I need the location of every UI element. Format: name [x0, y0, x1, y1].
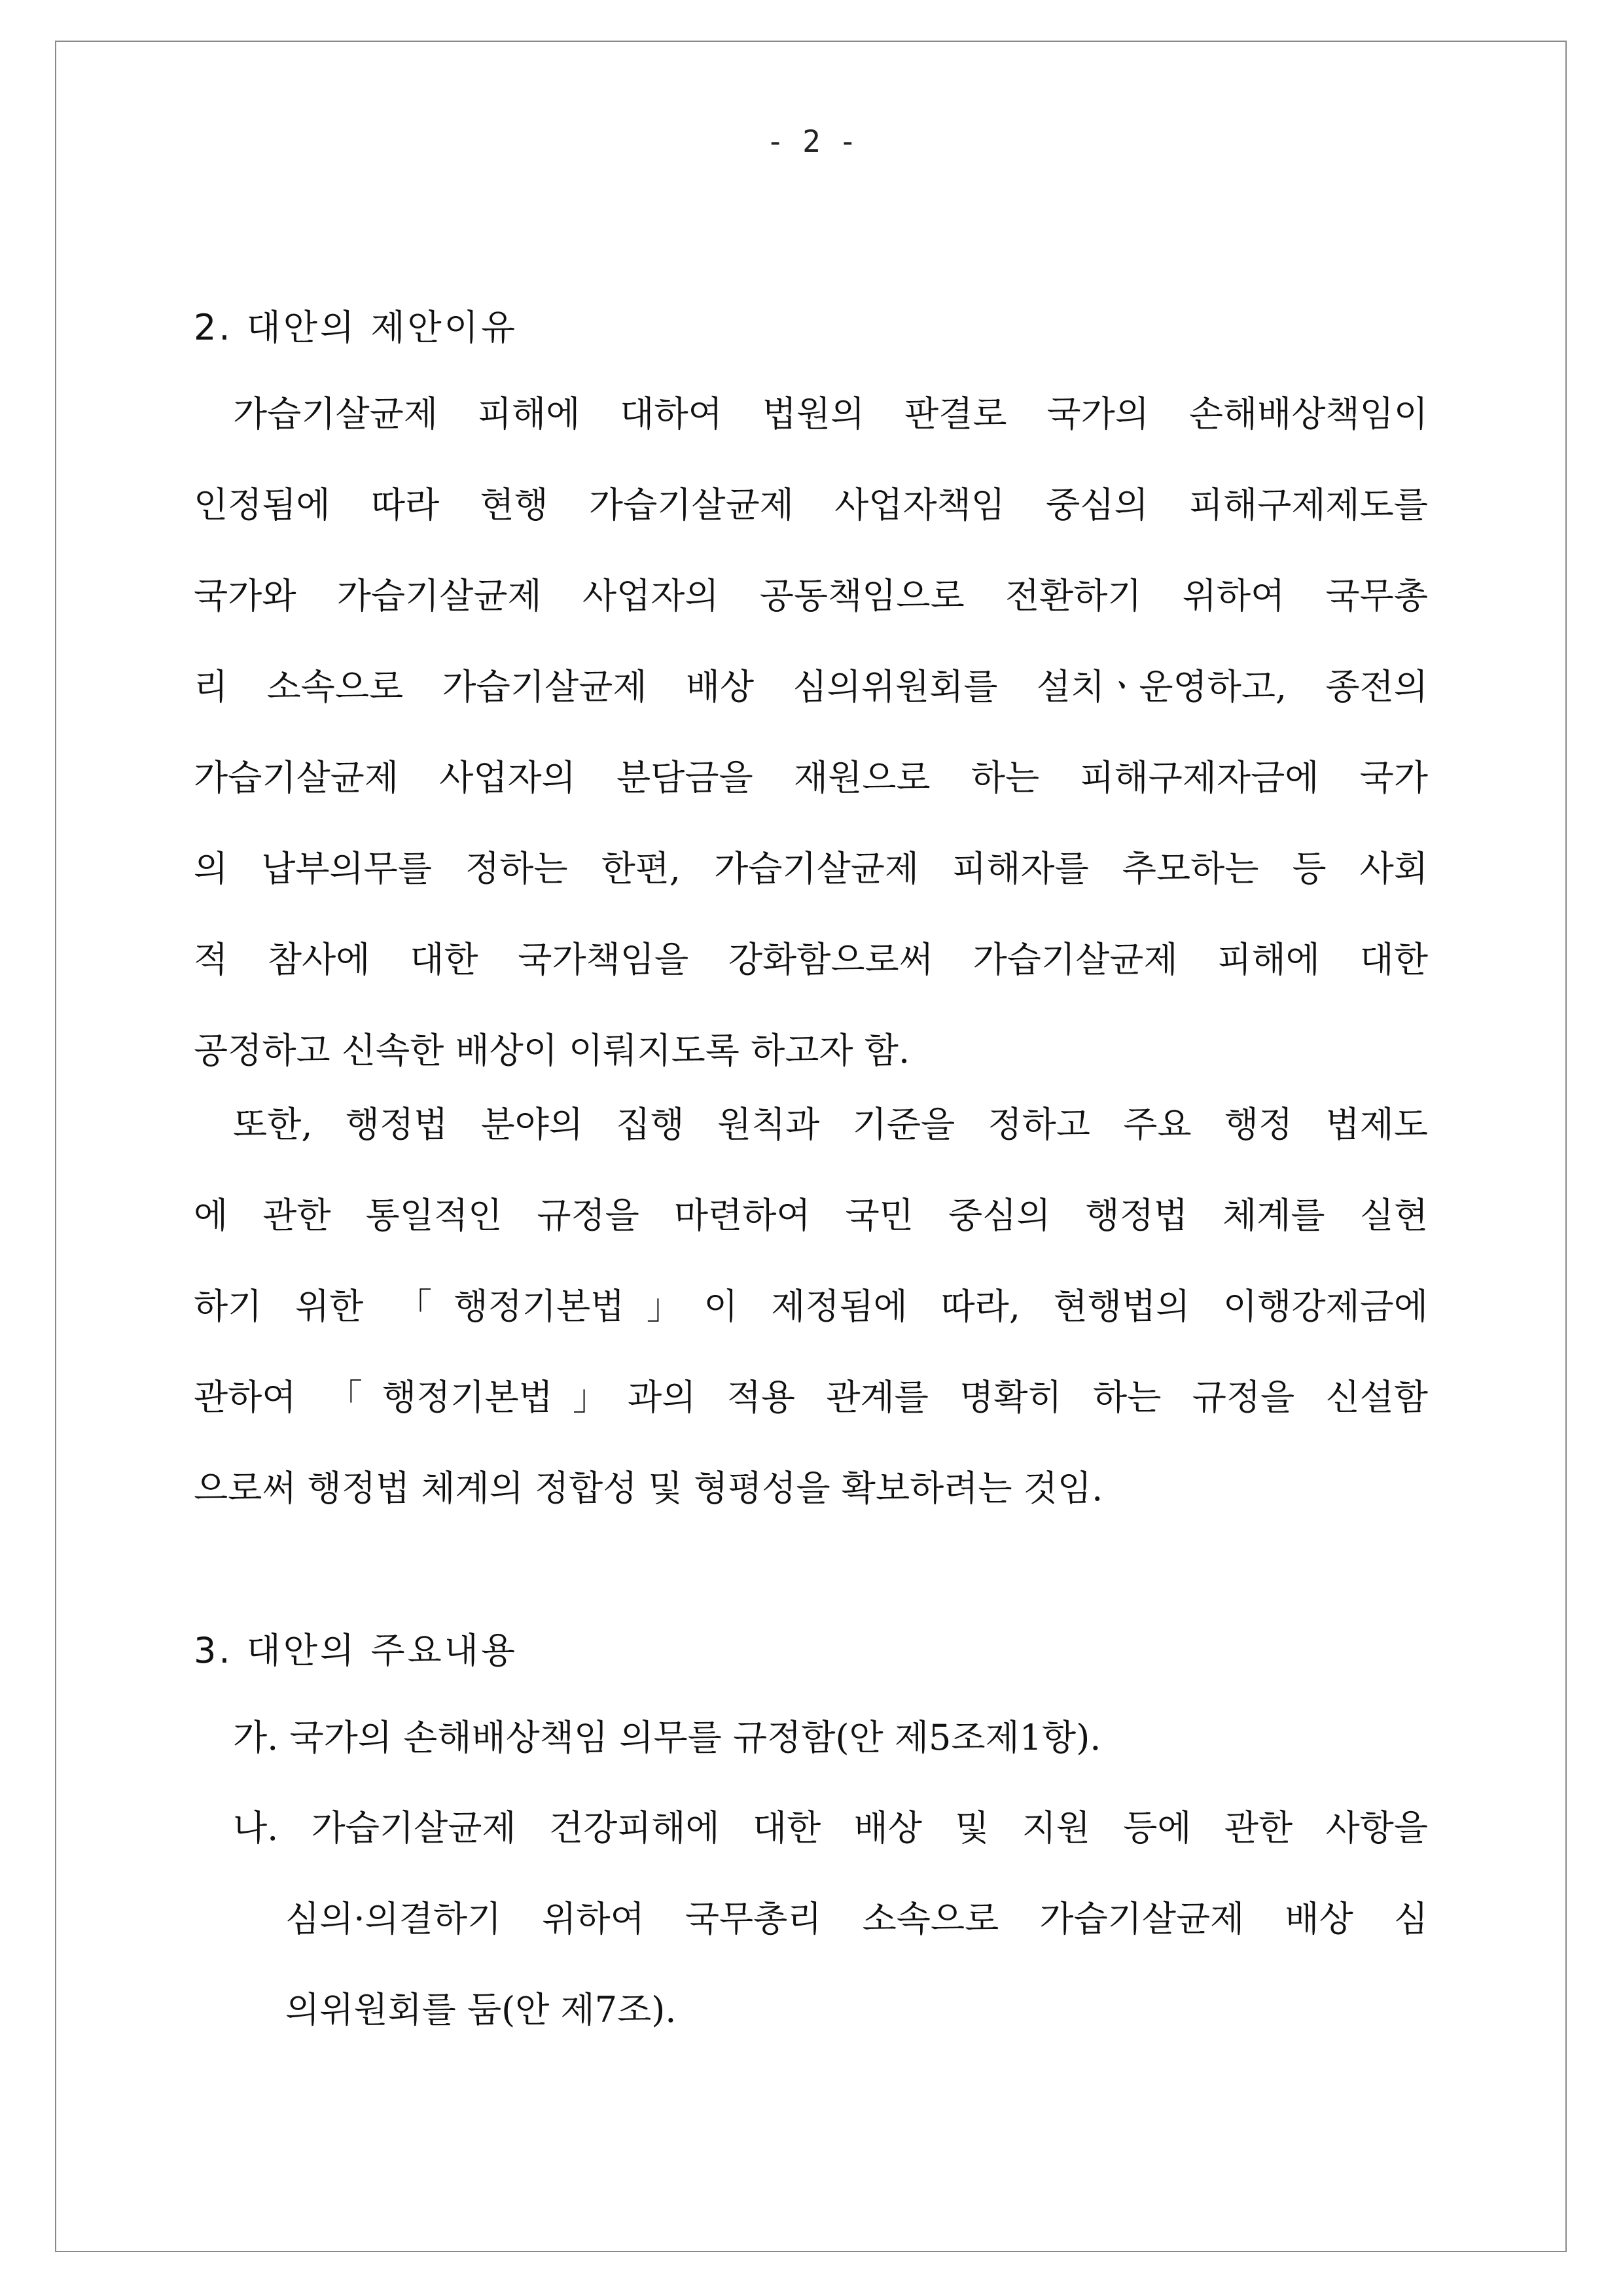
paragraph-line: 인정됨에 따라 현행 가습기살균제 사업자책임 중심의 피해구제제도를: [194, 484, 1428, 525]
section-3-heading: 3. 대안의 주요내용: [194, 1630, 518, 1671]
paragraph-line: 관하여 「행정기본법」과의 적용 관계를 명확히 하는 규정을 신설함: [194, 1377, 1428, 1418]
list-item: 나. 가습기살균제 건강피해에 대한 배상 및 지원 등에 관한 사항을: [233, 1807, 1428, 1848]
paragraph-line: 으로써 행정법 체계의 정합성 및 형평성을 확보하려는 것임.: [194, 1468, 1103, 1509]
section-2-heading: 2. 대안의 제안이유: [194, 307, 518, 348]
list-item-continuation: 의위원회를 둠(안 제7조).: [285, 1989, 677, 2030]
page-number: - 2 -: [766, 124, 857, 159]
paragraph-line: 공정하고 신속한 배상이 이뤄지도록 하고자 함.: [194, 1030, 910, 1071]
paragraph-line: 하기 위한 「행정기본법」이 제정됨에 따라, 현행법의 이행강제금에: [194, 1286, 1428, 1327]
paragraph-line: 리 소속으로 가습기살균제 배상 심의위원회를 설치ㆍ운영하고, 종전의: [194, 666, 1428, 707]
paragraph-line: 가습기살균제 사업자의 분담금을 재원으로 하는 피해구제자금에 국가: [194, 757, 1428, 798]
paragraph-line: 에 관한 통일적인 규정을 마련하여 국민 중심의 행정법 체계를 실현: [194, 1195, 1428, 1236]
paragraph-line: 의 납부의무를 정하는 한편, 가습기살균제 피해자를 추모하는 등 사회: [194, 848, 1428, 889]
paragraph-line: 가습기살균제 피해에 대하여 법원의 판결로 국가의 손해배상책임이: [233, 393, 1428, 434]
paragraph-line: 적 참사에 대한 국가책임을 강화함으로써 가습기살균제 피해에 대한: [194, 939, 1428, 980]
paragraph-line: 국가와 가습기살균제 사업자의 공동책임으로 전환하기 위하여 국무총: [194, 575, 1428, 616]
list-item-continuation: 심의·의결하기 위하여 국무총리 소속으로 가습기살균제 배상 심: [285, 1898, 1428, 1939]
paragraph-line: 또한, 행정법 분야의 집행 원칙과 기준을 정하고 주요 행정 법제도: [233, 1104, 1428, 1145]
list-item: 가. 국가의 손해배상책임 의무를 규정함(안 제5조제1항).: [233, 1717, 1101, 1758]
